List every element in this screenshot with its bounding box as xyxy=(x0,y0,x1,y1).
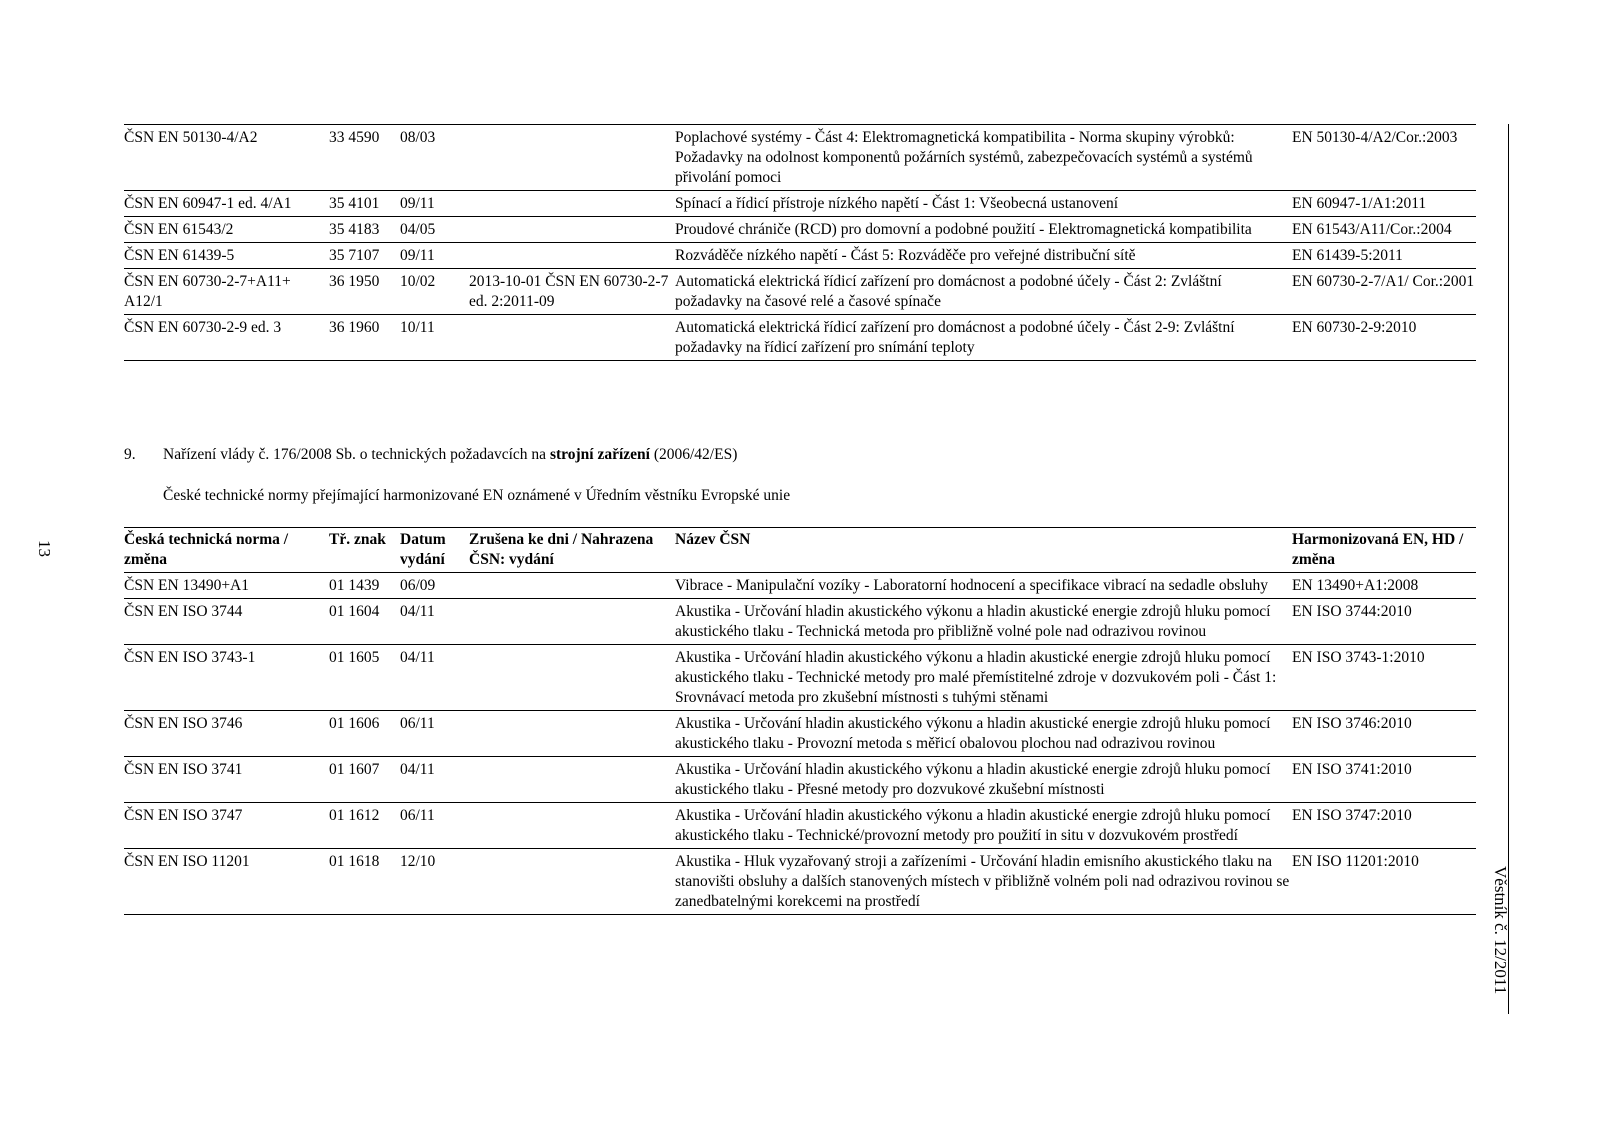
class-code-cell: 35 7107 xyxy=(329,243,400,269)
table-row xyxy=(124,757,1476,803)
harmonized-cell: EN 50130-4/A2/Cor.:2003 xyxy=(1292,125,1476,191)
machinery-standards-table xyxy=(124,527,1476,915)
header-issue-date: Datum vydání xyxy=(400,528,469,573)
standard-name-cell: Akustika - Určování hladin akustického výkonu a hladin akustické energie zdrojů hluku pomocí akustického tlaku - Technické metody pro malé přemístitelné zdroje v dozvukovém poli - Část 1: Srovnávací metoda pro zkušební místnosti s tuhými stěnami xyxy=(675,645,1292,711)
norm-cell: ČSN EN ISO 3744 xyxy=(124,599,329,645)
issue-date-cell: 04/11 xyxy=(400,757,469,803)
issue-date-cell: 04/05 xyxy=(400,217,469,243)
class-code-cell: 01 1606 xyxy=(329,711,400,757)
norm-cell: ČSN EN 50130-4/A2 xyxy=(124,125,329,191)
table-row xyxy=(124,243,1476,269)
standard-name-cell: Automatická elektrická řídicí zařízení pro domácnost a podobné účely - Část 2-9: Zvláštní požadavky na řídicí zařízení pro snímání teploty xyxy=(675,315,1292,361)
harmonized-cell: EN ISO 3741:2010 xyxy=(1292,757,1476,803)
issue-date-cell: 10/11 xyxy=(400,315,469,361)
section-text-before: Nařízení vlády č. 176/2008 Sb. o technických požadavcích na xyxy=(163,446,550,463)
cancel-cell xyxy=(469,125,675,191)
issue-date-cell: 06/11 xyxy=(400,711,469,757)
table-row xyxy=(124,645,1476,711)
issue-date-cell: 08/03 xyxy=(400,125,469,191)
standard-name-cell: Vibrace - Manipulační vozíky - Laboratorní hodnocení a specifikace vibrací na sedadle obsluhy xyxy=(675,573,1292,599)
cancel-cell xyxy=(469,573,675,599)
norm-cell: ČSN EN ISO 3741 xyxy=(124,757,329,803)
class-code-cell: 36 1950 xyxy=(329,269,400,315)
harmonized-cell: EN ISO 11201:2010 xyxy=(1292,849,1476,915)
class-code-cell: 01 1612 xyxy=(329,803,400,849)
harmonized-cell: EN ISO 3743-1:2010 xyxy=(1292,645,1476,711)
issue-date-cell: 06/09 xyxy=(400,573,469,599)
standard-name-cell: Akustika - Určování hladin akustického výkonu a hladin akustické energie zdrojů hluku pomocí akustického tlaku - Technické/provozní metody pro použití in situ v dozvukovém prostředí xyxy=(675,803,1292,849)
class-code-cell: 01 1439 xyxy=(329,573,400,599)
cancel-cell xyxy=(469,803,675,849)
top-standards-table xyxy=(124,124,1476,361)
norm-cell: ČSN EN 60730-2-7+A11+ A12/1 xyxy=(124,269,329,315)
table-row xyxy=(124,315,1476,361)
cancel-cell xyxy=(469,849,675,915)
table-row xyxy=(124,803,1476,849)
harmonized-cell: EN 60947-1/A1:2011 xyxy=(1292,191,1476,217)
cancel-cell xyxy=(469,645,675,711)
section-text-bold: strojní zařízení xyxy=(549,446,650,463)
norm-cell: ČSN EN ISO 3743-1 xyxy=(124,645,329,711)
harmonized-cell: EN ISO 3747:2010 xyxy=(1292,803,1476,849)
side-title: Věstník č. 12/2011 xyxy=(1491,866,1510,995)
class-code-cell: 01 1605 xyxy=(329,645,400,711)
standard-name-cell: Akustika - Určování hladin akustického výkonu a hladin akustické energie zdrojů hluku pomocí akustického tlaku - Technická metoda pro přibližně volné pole nad odrazivou rovinou xyxy=(675,599,1292,645)
norm-cell: ČSN EN 61439-5 xyxy=(124,243,329,269)
standard-name-cell: Rozváděče nízkého napětí - Část 5: Rozváděče pro veřejné distribuční sítě xyxy=(675,243,1292,269)
class-code-cell: 01 1607 xyxy=(329,757,400,803)
cancel-cell xyxy=(469,191,675,217)
page-number: 13 xyxy=(35,540,54,557)
table-row xyxy=(124,849,1476,915)
standard-name-cell: Akustika - Hluk vyzařovaný stroji a zařízeními - Určování hladin emisního akustického tlaku na stanovišti obsluhy a dalších stanovených místech v přibližně volném poli nad odrazivou rovinou se zanedbatelnými korekcemi na prostředí xyxy=(675,849,1292,915)
table-row xyxy=(124,191,1476,217)
table-row xyxy=(124,125,1476,191)
table-row xyxy=(124,217,1476,243)
class-code-cell: 01 1618 xyxy=(329,849,400,915)
issue-date-cell: 04/11 xyxy=(400,599,469,645)
norm-cell: ČSN EN 13490+A1 xyxy=(124,573,329,599)
section-heading xyxy=(124,445,737,465)
standard-name-cell: Proudové chrániče (RCD) pro domovní a podobné použití - Elektromagnetická kompatibilita xyxy=(675,217,1292,243)
class-code-cell: 36 1960 xyxy=(329,315,400,361)
class-code-cell: 35 4183 xyxy=(329,217,400,243)
class-code-cell: 01 1604 xyxy=(329,599,400,645)
issue-date-cell: 09/11 xyxy=(400,243,469,269)
issue-date-cell: 04/11 xyxy=(400,645,469,711)
section-subtitle: České technické normy přejímající harmonizované EN oznámené v Úředním věstníku Evropské unie xyxy=(163,487,791,504)
harmonized-cell: EN 61543/A11/Cor.:2004 xyxy=(1292,217,1476,243)
norm-cell: ČSN EN ISO 3747 xyxy=(124,803,329,849)
issue-date-cell: 09/11 xyxy=(400,191,469,217)
header-cancel: Zrušena ke dni / Nahrazena ČSN: vydání xyxy=(469,528,675,573)
issue-date-cell: 10/02 xyxy=(400,269,469,315)
table-header-row xyxy=(124,528,1476,573)
section-number: 9. xyxy=(124,446,136,463)
cancel-cell xyxy=(469,217,675,243)
cancel-cell xyxy=(469,711,675,757)
header-standard-name: Název ČSN xyxy=(675,528,1292,573)
class-code-cell: 35 4101 xyxy=(329,191,400,217)
harmonized-cell: EN 60730-2-7/A1/ Cor.:2001 xyxy=(1292,269,1476,315)
header-class-code: Tř. znak xyxy=(329,528,400,573)
cancel-cell xyxy=(469,243,675,269)
standard-name-cell: Akustika - Určování hladin akustického výkonu a hladin akustické energie zdrojů hluku pomocí akustického tlaku - Přesné metody pro dozvukové zkušební místnosti xyxy=(675,757,1292,803)
cancel-cell xyxy=(469,599,675,645)
cancel-cell: 2013-10-01 ČSN EN 60730-2-7 ed. 2:2011-09 xyxy=(469,269,675,315)
standard-name-cell: Akustika - Určování hladin akustického výkonu a hladin akustické energie zdrojů hluku pomocí akustického tlaku - Provozní metoda s měřicí obalovou plochou nad odrazivou rovinou xyxy=(675,711,1292,757)
section-text-after: (2006/42/ES) xyxy=(649,446,738,463)
table-row xyxy=(124,711,1476,757)
harmonized-cell: EN 61439-5:2011 xyxy=(1292,243,1476,269)
class-code-cell: 33 4590 xyxy=(329,125,400,191)
standard-name-cell: Automatická elektrická řídicí zařízení pro domácnost a podobné účely - Část 2: Zvláštní požadavky na časové relé a časové spínače xyxy=(675,269,1292,315)
standard-name-cell: Spínací a řídicí přístroje nízkého napětí - Část 1: Všeobecná ustanovení xyxy=(675,191,1292,217)
cancel-cell xyxy=(469,315,675,361)
norm-cell: ČSN EN 60947-1 ed. 4/A1 xyxy=(124,191,329,217)
harmonized-cell: EN ISO 3746:2010 xyxy=(1292,711,1476,757)
cancel-cell xyxy=(469,757,675,803)
norm-cell: ČSN EN ISO 3746 xyxy=(124,711,329,757)
table-row xyxy=(124,269,1476,315)
table-row xyxy=(124,573,1476,599)
header-harmonized: Harmonizovaná EN, HD / změna xyxy=(1292,528,1476,573)
header-norm: Česká technická norma / změna xyxy=(124,528,329,573)
standard-name-cell: Poplachové systémy - Část 4: Elektromagnetická kompatibilita - Norma skupiny výrobků: Požadavky na odolnost komponentů požárních systémů, zabezpečovacích systémů a systémů přivolání pomoci xyxy=(675,125,1292,191)
issue-date-cell: 12/10 xyxy=(400,849,469,915)
table-row xyxy=(124,599,1476,645)
harmonized-cell: EN 60730-2-9:2010 xyxy=(1292,315,1476,361)
norm-cell: ČSN EN 60730-2-9 ed. 3 xyxy=(124,315,329,361)
harmonized-cell: EN ISO 3744:2010 xyxy=(1292,599,1476,645)
norm-cell: ČSN EN ISO 11201 xyxy=(124,849,329,915)
issue-date-cell: 06/11 xyxy=(400,803,469,849)
harmonized-cell: EN 13490+A1:2008 xyxy=(1292,573,1476,599)
norm-cell: ČSN EN 61543/2 xyxy=(124,217,329,243)
